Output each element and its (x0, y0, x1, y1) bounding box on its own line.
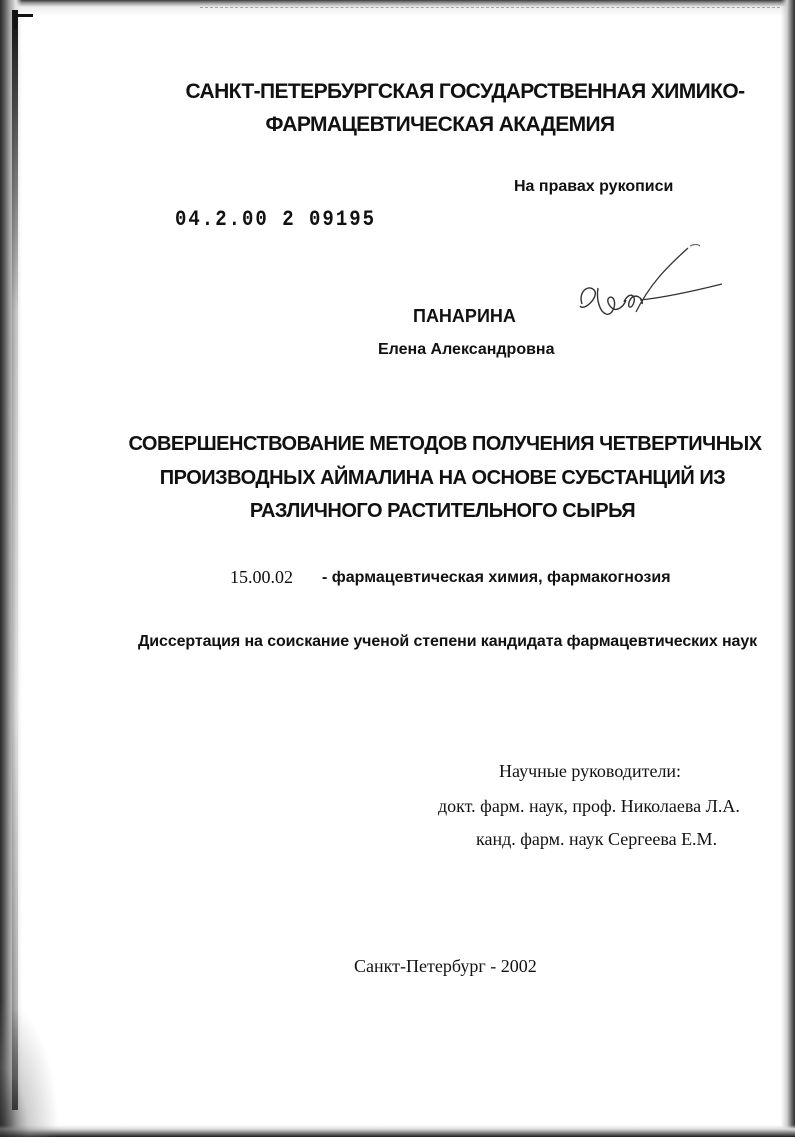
specialty-name: - фармацевтическая химия, фармакогнозия (322, 569, 671, 586)
scan-edge-bottom (0, 1125, 795, 1137)
scan-edge-top-dashes (200, 7, 780, 9)
institution-line-2: ФАРМАЦЕВТИЧЕСКАЯ АКАДЕМИЯ (265, 113, 615, 136)
scan-smudge (0, 997, 60, 1137)
scan-corner-mark (14, 14, 33, 29)
supervisor-second: канд. фарм. наук Сергеева Е.М. (476, 829, 718, 849)
scan-edge-left (0, 0, 22, 1137)
thesis-title-line-2: ПРОИЗВОДНЫХ АЙМАЛИНА НА ОСНОВЕ СУБСТАНЦИЙ ИЗ (159, 467, 726, 489)
registration-stamp-number: 04.2.00 2 09195 (175, 206, 377, 232)
scan-edge-left-shadow (12, 10, 18, 1110)
author-surname: ПАНАРИНА (413, 306, 516, 326)
manuscript-rights-note: На правах рукописи (514, 178, 674, 195)
author-given-names: Елена Александровна (378, 341, 555, 358)
specialty-code: 15.00.02 (230, 567, 293, 587)
thesis-title-line-3: РАЗЛИЧНОГО РАСТИТЕЛЬНОГО СЫРЬЯ (249, 500, 636, 522)
supervisors-heading: Научные руководители: (499, 761, 682, 781)
scan-edge-right (781, 0, 795, 1137)
institution-line-1: САНКТ-ПЕТЕРБУРГСКАЯ ГОСУДАРСТВЕННАЯ ХИМИКО- (185, 80, 745, 103)
city-and-year: Санкт-Петербург - 2002 (354, 956, 537, 976)
signature-icon (570, 240, 730, 340)
supervisor-first: докт. фарм. наук, проф. Николаева Л.А. (438, 796, 740, 816)
dissertation-degree-line: Диссертация на соискание ученой степени кандидата фармацевтических наук (138, 633, 758, 650)
thesis-title-line-1: СОВЕРШЕНСТВОВАНИЕ МЕТОДОВ ПОЛУЧЕНИЯ ЧЕТВЕРТИЧНЫХ (128, 433, 762, 455)
